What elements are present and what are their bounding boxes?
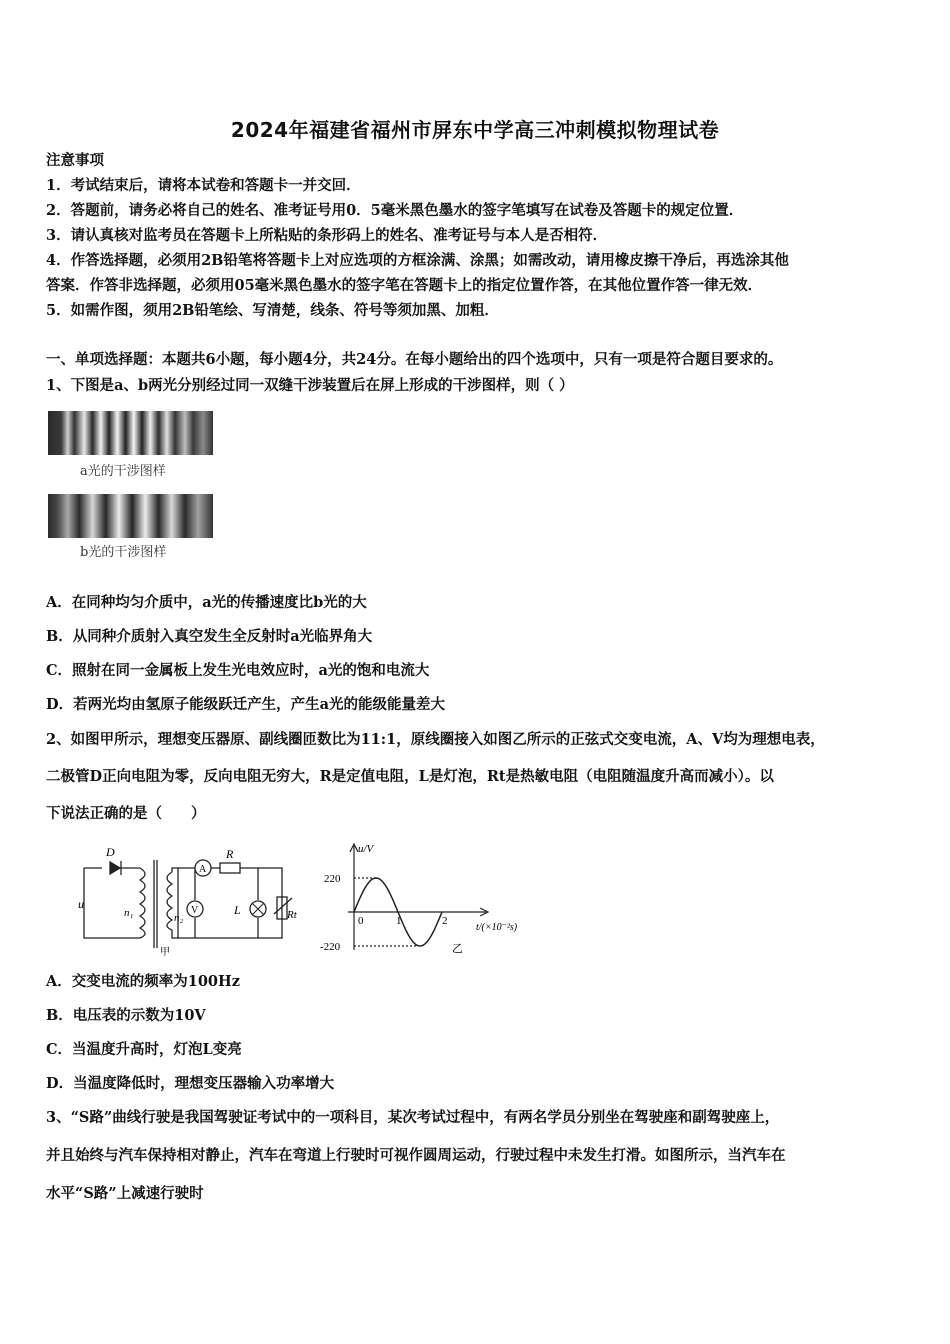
graph-caption: 乙 [452,943,463,955]
a-fringe-pattern [48,411,213,455]
q2-stem-line: 二极管D正向电阻为零，反向电阻无穷大，R是定值电阻，L是灯泡，Rt是热敏电阻（电阻随温度升高而减小）。以 [46,768,774,785]
a-fringe-caption: a光的干涉图样 [80,464,166,479]
q3-stem-line: 并且始终与汽车保持相对静止，汽车在弯道上行驶时可视作圆周运动，行驶过程中未发生打滑。如图所示，当汽车在 [46,1147,786,1164]
q2-option-c: C．当温度升高时，灯泡L变亮 [46,1041,242,1058]
q1-stem: 1、下图是a、b两光分别经过同一双缝干涉装置后在屏上形成的干涉图样，则（ ） [46,377,574,394]
q1-option-a: A．在同种均匀介质中，a光的传播速度比b光的大 [46,594,367,611]
voltmeter-label: V [191,905,199,916]
x-axis-label: t/(×10⁻²s) [476,922,518,933]
lamp-label: L [234,903,241,917]
notice-heading: 注意事项 [46,152,104,169]
q2-option-b: B．电压表的示数为10V [46,1007,206,1024]
notice-item: 1．考试结束后，请将本试卷和答题卡一并交回． [46,177,361,194]
section-heading: 一、单项选择题：本题共6小题，每小题4分，共24分。在每小题给出的四个选项中，只有一项是符合题目要求的。 [46,351,783,368]
y-tick-top: 220 [324,873,341,885]
q2-stem-line: 下说法正确的是（ ） [46,805,206,822]
circuit-caption: 甲 [160,947,170,958]
q3-stem-line: 3、“S路”曲线行驶是我国驾驶证考试中的一项科目，某次考试过程中，有两名学员分别坐在驾驶座和副驾驶座上， [46,1109,780,1126]
notice-item: 4．作答选择题，必须用2B铅笔将答题卡上对应选项的方框涂满、涂黑；如需改动，请用橡皮擦干净后，再选涂其他 [46,252,789,269]
thermistor-label: Rt [287,909,297,921]
notice-item: 5．如需作图，须用2B铅笔绘、写清楚，线条、符号等须加黑、加粗． [46,302,499,319]
resistor-label: R [226,847,234,861]
ammeter-label: A [199,864,207,875]
notice-item: 3．请认真核对监考员在答题卡上所粘贴的条形码上的姓名、准考证号与本人是否相符． [46,227,608,244]
voltage-time-graph [318,840,543,958]
transformer-circuit-diagram [70,842,310,960]
b-fringe-caption: b光的干涉图样 [80,545,167,560]
y-axis-label: u/V [358,843,374,855]
q2-stem-line: 2、如图甲所示，理想变压器原、副线圈匝数比为11:1，原线圈接入如图乙所示的正弦式交变电流，A、V均为理想电表， [46,731,825,748]
notice-item: 答案．作答非选择题，必须用05毫米黑色墨水的签字笔在答题卡上的指定位置作答，在其他位置作答一律无效． [46,277,763,294]
n2-label: n₂ [174,912,184,924]
q2-option-a: A．交变电流的频率为100Hz [46,973,240,990]
diode-label: D [106,845,115,859]
x-tick-1: 1 [396,915,402,927]
q1-option-c: C．照射在同一金属板上发生光电效应时，a光的饱和电流大 [46,662,430,679]
n1-label: n₁ [124,907,134,919]
notice-item: 2．答题前，请务必将自己的姓名、准考证号用0．5毫米黑色墨水的签字笔填写在试卷及答题卡的规定位置． [46,202,744,219]
q3-stem-line: 水平“S路”上减速行驶时 [46,1185,204,1202]
q1-option-b: B．从同种介质射入真空发生全反射时a光临界角大 [46,628,373,645]
q2-option-d: D．当温度降低时，理想变压器输入功率增大 [46,1075,335,1092]
x-tick-0: 0 [358,915,364,927]
x-tick-2: 2 [442,915,448,927]
q1-option-d: D．若两光均由氢原子能级跃迁产生，产生a光的能级能量差大 [46,696,445,713]
source-label: u [78,897,84,911]
b-fringe-pattern [48,494,213,538]
y-tick-bottom: -220 [320,941,341,953]
page-title: 2024年福建省福州市屏东中学高三冲刺模拟物理试卷 [230,118,720,142]
